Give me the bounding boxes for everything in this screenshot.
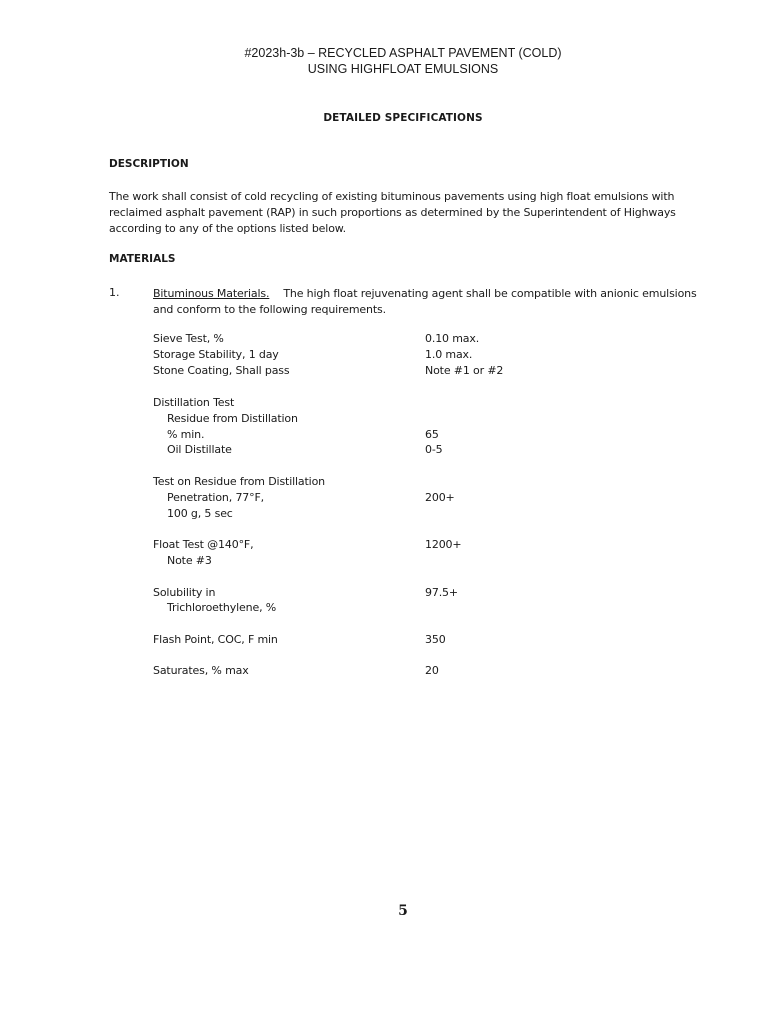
item-number: 1. xyxy=(109,286,120,299)
spec-value: 65 xyxy=(425,428,439,441)
spec-label: Saturates, % max xyxy=(153,664,249,677)
spec-value: 20 xyxy=(425,664,439,677)
item-title: Bituminous Materials. xyxy=(153,287,270,300)
item-body xyxy=(153,286,697,318)
spec-value: 200+ xyxy=(425,491,455,504)
spec-label: Flash Point, COC, F min xyxy=(153,633,278,646)
spec-label: Stone Coating, Shall pass xyxy=(153,364,290,377)
document-title xyxy=(0,45,770,77)
materials-heading: MATERIALS xyxy=(109,253,176,265)
spec-value: 0.10 max. xyxy=(425,332,480,345)
spec-label: % min. xyxy=(167,428,205,441)
page-number: 5 xyxy=(398,903,408,919)
spec-label: 100 g, 5 sec xyxy=(167,507,233,520)
description-line: reclaimed asphalt pavement (RAP) in such proportions as determined by the Superintendent of Highways xyxy=(109,206,676,219)
spec-value: 1.0 max. xyxy=(425,348,473,361)
title-line-1: #2023h-3b – RECYCLED ASPHALT PAVEMENT (COLD) xyxy=(244,46,562,60)
description-heading: DESCRIPTION xyxy=(109,158,189,170)
spec-label: Penetration, 77°F, xyxy=(167,491,265,504)
spec-label: Note #3 xyxy=(167,554,212,567)
spec-label: Residue from Distillation xyxy=(167,412,298,425)
spec-value: Note #1 or #2 xyxy=(425,364,504,377)
spec-label: Distillation Test xyxy=(153,396,235,409)
description-line: The work shall consist of cold recycling of existing bituminous pavements using high float emulsions with xyxy=(109,190,675,203)
section-subtitle: DETAILED SPECIFICATIONS xyxy=(323,112,483,124)
spec-value: 350 xyxy=(425,633,446,646)
description-paragraph xyxy=(109,189,679,237)
title-line-2: USING HIGHFLOAT EMULSIONS xyxy=(307,62,499,76)
spec-value: 1200+ xyxy=(425,538,462,551)
item-text-continued: and conform to the following requirements. xyxy=(153,303,386,316)
spec-value: 97.5+ xyxy=(425,586,458,599)
item-text: The high float rejuvenating agent shall be compatible with anionic emulsions xyxy=(283,287,697,300)
spec-label: Sieve Test, % xyxy=(153,332,224,345)
spec-label: Oil Distillate xyxy=(167,443,232,456)
spec-label: Storage Stability, 1 day xyxy=(153,348,279,361)
spec-label: Trichloroethylene, % xyxy=(167,601,277,614)
description-line: according to any of the options listed below. xyxy=(109,222,346,235)
spec-label: Float Test @140°F, xyxy=(153,538,254,551)
spec-label: Test on Residue from Distillation xyxy=(153,475,325,488)
spec-label: Solubility in xyxy=(153,586,216,599)
spec-value: 0-5 xyxy=(425,443,443,456)
